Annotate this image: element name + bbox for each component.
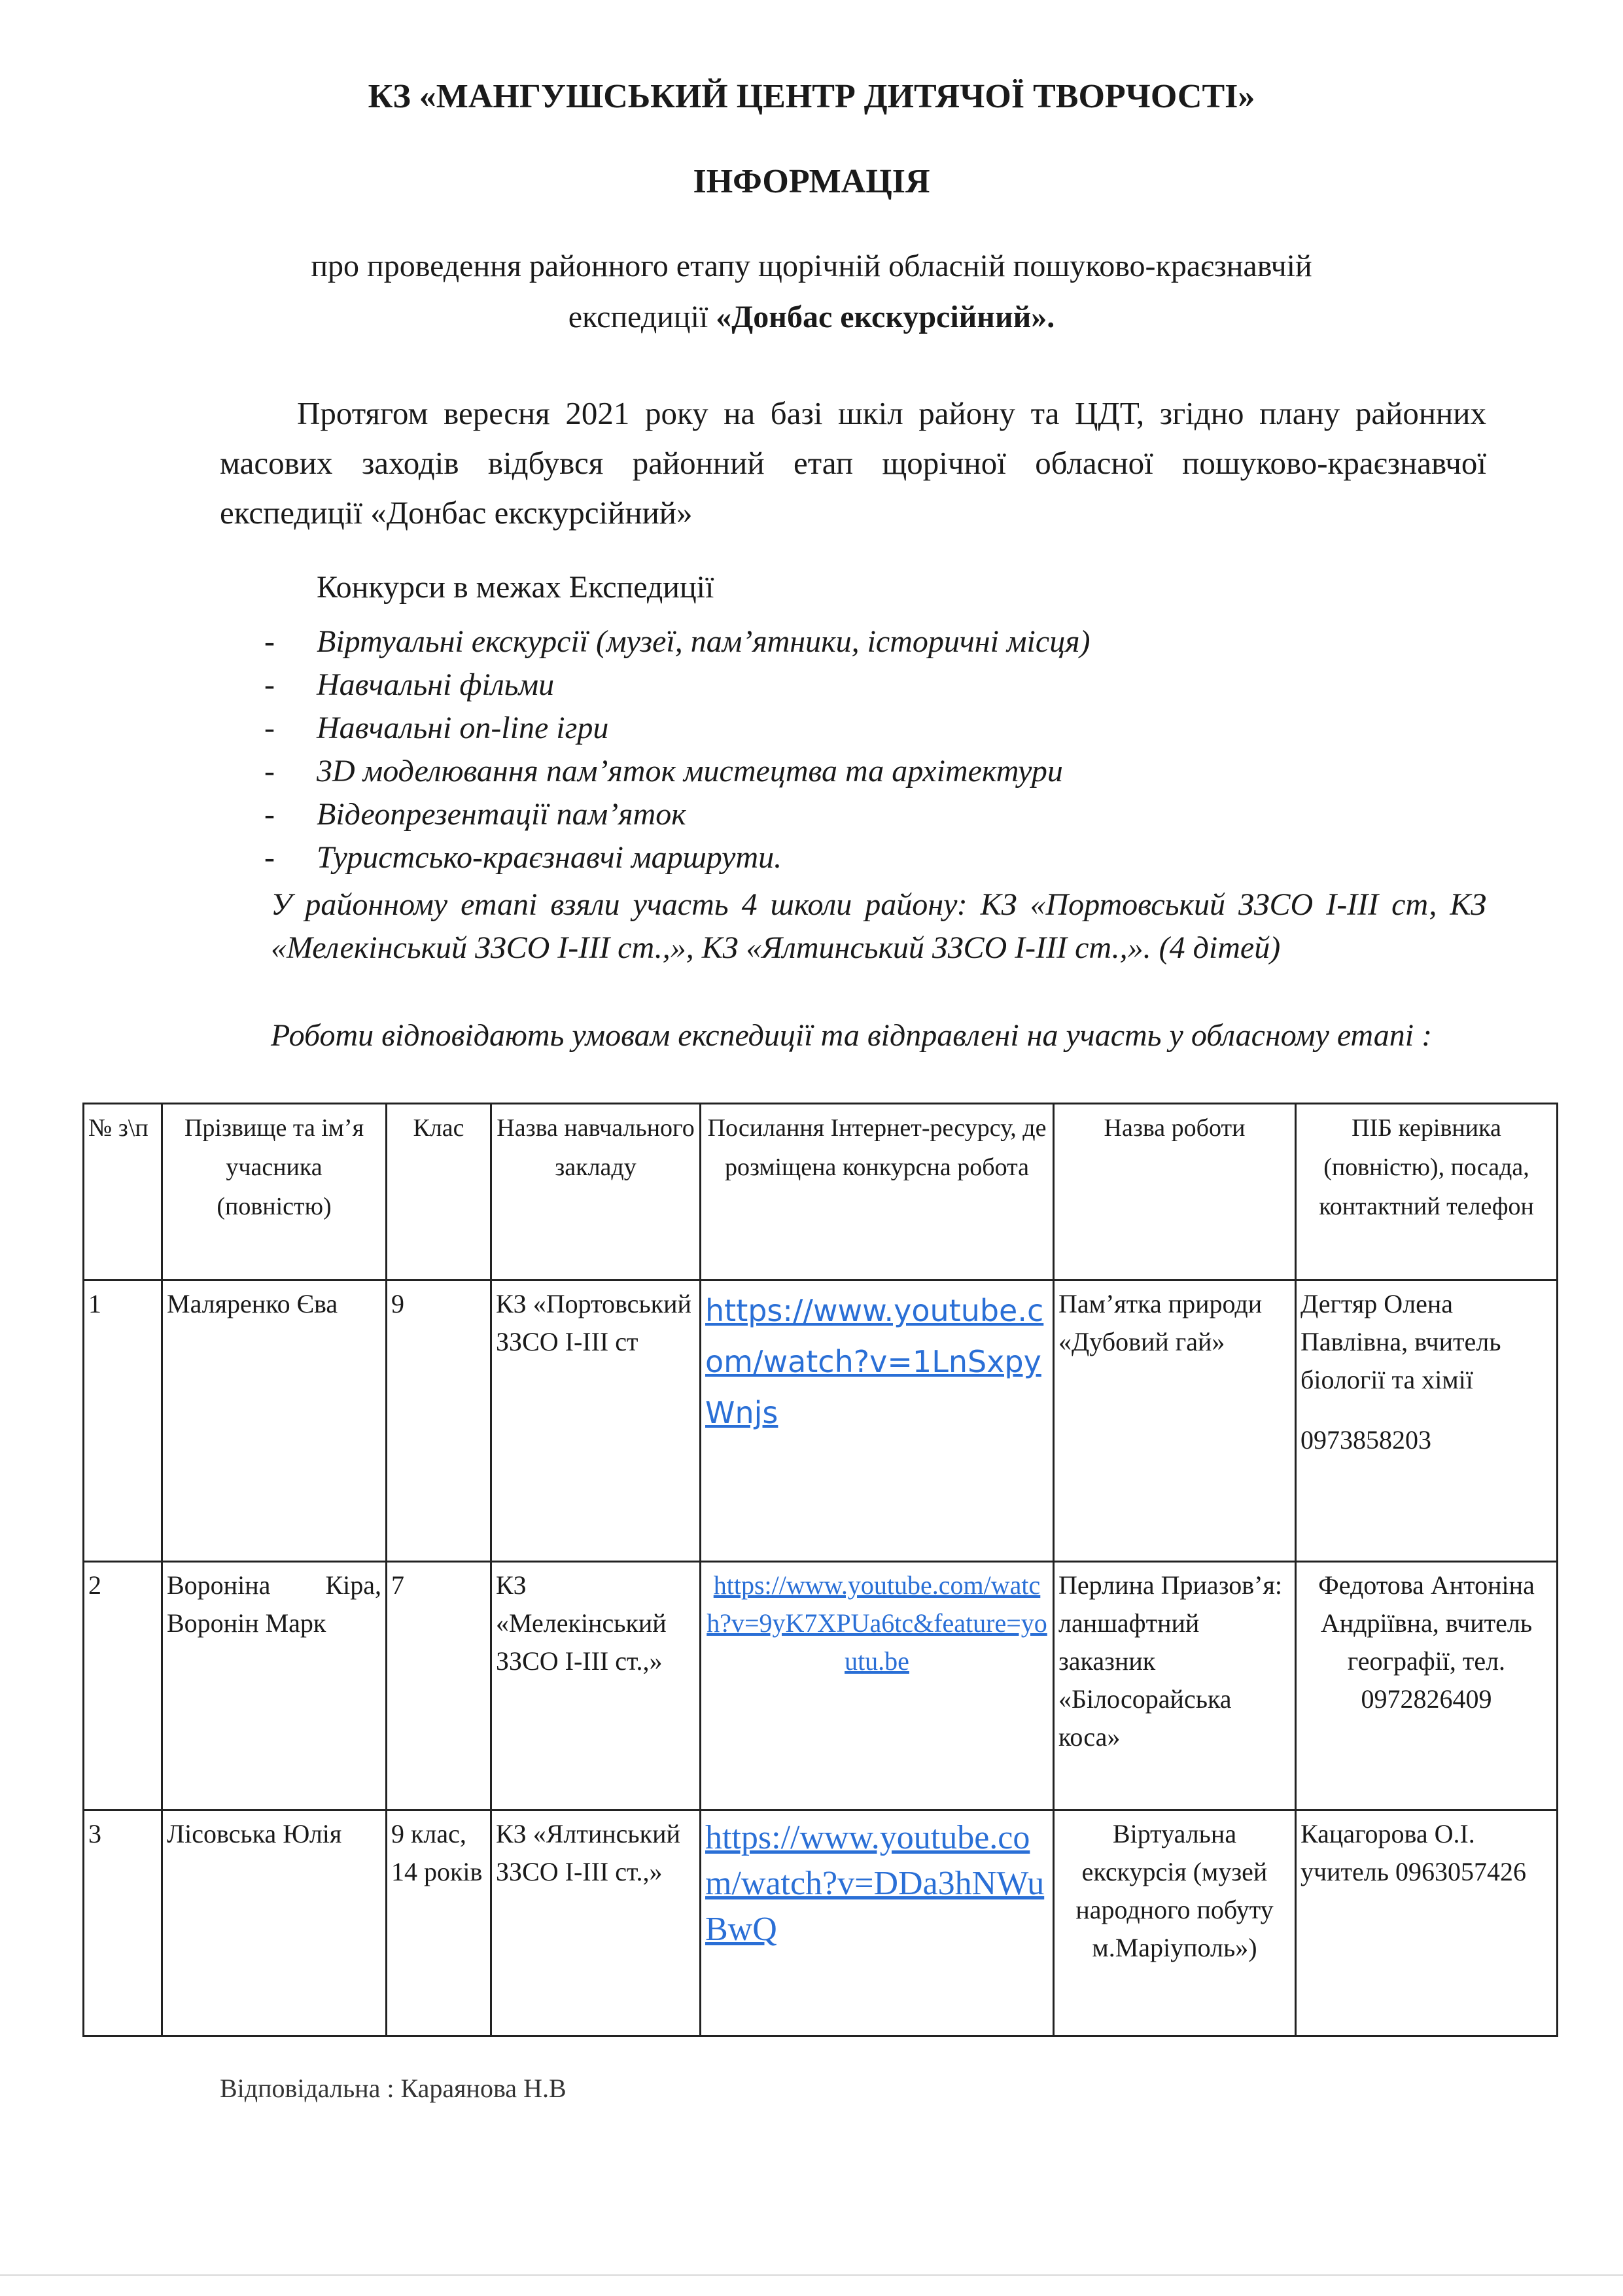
cell-school: КЗ «Портовський ЗЗСО І-ІІІ ст [491, 1280, 701, 1562]
organization-title: КЗ «МАНГУШСЬКИЙ ЦЕНТР ДИТЯЧОЇ ТВОРЧОСТІ» [368, 78, 1255, 115]
table-header-row [84, 1104, 1558, 1280]
cell-work-title: Пам’ятка природи «Дубовий гай» [1054, 1280, 1296, 1562]
cell-supervisor [1296, 1280, 1558, 1562]
cell-grade: 9 клас, 14 років [387, 1810, 491, 2036]
list-item: - Туристсько-краєзнавчі маршрути. [264, 840, 782, 875]
contest-item-label: Навчальні on-line ігри [317, 711, 609, 745]
cell-supervisor: Федотова Антоніна Андріївна, вчитель географії, тел. 0972826409 [1296, 1562, 1558, 1810]
contest-item-label: Навчальні фільми [317, 667, 555, 702]
contest-item-label: Віртуальні екскурсії (музеї, пам’ятники, історичні місця) [317, 624, 1091, 659]
list-item: - 3D моделювання пам’яток мистецтва та архітектури [264, 754, 1063, 788]
table-row [84, 1280, 1558, 1562]
contests-list [264, 620, 1091, 879]
contests-heading: Конкурси в межах Експедиції [317, 570, 714, 605]
work-link[interactable]: https://www.youtube.com/watch?v=DDa3hNWuBwQ [705, 1819, 1045, 1948]
cell-number: 1 [84, 1280, 162, 1562]
cell-school: КЗ «Мелекінський ЗЗСО І-ІІІ ст.,» [491, 1562, 701, 1810]
column-header-work: Назва роботи [1054, 1104, 1296, 1280]
contest-item-label: Туристсько-краєзнавчі маршрути. [317, 840, 782, 875]
list-item: - Навчальні on-line ігри [264, 711, 609, 745]
cell-work-title: Перлина Приазов’я: ланшафтний заказник «Білосорайська коса» [1054, 1562, 1296, 1810]
cell-link [701, 1810, 1054, 2036]
work-link[interactable]: https://www.youtube.com/watch?v=9yK7XPUa6tc&feature=youtu.be [707, 1570, 1047, 1676]
cell-grade: 9 [387, 1280, 491, 1562]
column-header-school: Назва навчального закладу [491, 1104, 701, 1280]
list-item: - Віртуальні екскурсії (музеї, пам’ятники, історичні місця) [264, 624, 1091, 659]
supervisor-phone: 0973858203 [1300, 1425, 1431, 1455]
scan-edge-line [0, 2274, 1623, 2276]
work-link[interactable]: https://www.youtube.com/watch?v=1LnSxpyWnjs [705, 1293, 1044, 1430]
subject-line-1: про проведення районного етапу щорічній обласній пошуково-краєзнавчій [311, 249, 1312, 283]
cell-school: КЗ «Ялтинський ЗЗСО І-ІІІ ст.,» [491, 1810, 701, 2036]
responsible-person: Відповідальна : Караянова Н.В [220, 2074, 567, 2103]
list-item: - Навчальні фільми [264, 667, 555, 702]
table-row [84, 1562, 1558, 1810]
cell-participant: Лісовська Юлія [162, 1810, 387, 2036]
column-header-grade: Клас [387, 1104, 491, 1280]
column-header-number: № з\п [84, 1104, 162, 1280]
column-header-name: Прізвище та ім’я учасника (повністю) [162, 1104, 387, 1280]
cell-work-title: Віртуальна екскурсія (музей народного побуту м.Маріуполь») [1054, 1810, 1296, 2036]
cell-supervisor: Кацагорова О.І. учитель 0963057426 [1296, 1810, 1558, 2036]
column-header-supervisor: ПІБ керівника (повністю), посада, контактний телефон [1296, 1104, 1558, 1280]
contest-item-label: 3D моделювання пам’яток мистецтва та архітектури [317, 754, 1063, 788]
intro-text: Протягом вересня 2021 року на базі шкіл району та ЦДТ, згідно плану районних масових заходів відбувся районний етап щорічної обласної пошуково-краєзнавчої експедиції «Донбас екскурсійний» [220, 395, 1486, 531]
table-row [84, 1810, 1558, 2036]
supervisor-text: Дегтяр Олена Павлівна, вчитель біології та хімії [1300, 1289, 1501, 1394]
cell-link [701, 1280, 1054, 1562]
cell-number: 3 [84, 1810, 162, 2036]
cell-number: 2 [84, 1562, 162, 1810]
document-title: ІНФОРМАЦІЯ [693, 163, 930, 200]
list-item: - Відеопрезентації пам’яток [264, 797, 686, 832]
cell-link [701, 1562, 1054, 1810]
subject-line-2 [0, 292, 1623, 343]
document-subject [0, 241, 1623, 343]
works-paragraph: Роботи відповідають умовам експедиції та відправлені на участь у обласному етапі : [271, 1018, 1433, 1053]
contest-item-label: Відеопрезентації пам’яток [317, 797, 686, 832]
cell-grade: 7 [387, 1562, 491, 1810]
schools-paragraph: У районному етапі взяли участь 4 школи району: КЗ «Портовський ЗЗСО І-ІІІ ст, КЗ «Мелекінський ЗЗСО І-ІІІ ст.,», КЗ «Ялтинський ЗЗСО І-ІІІ ст.,». (4 дітей) [271, 887, 1486, 965]
column-header-link: Посилання Інтернет-ресурсу, де розміщена конкурсна робота [701, 1104, 1054, 1280]
subject-line-2-bold: «Донбас екскурсійний». [716, 300, 1055, 334]
cell-participant: Вороніна Кіра, Воронін Марк [162, 1562, 387, 1810]
cell-participant: Маляренко Єва [162, 1280, 387, 1562]
results-table [82, 1103, 1558, 2037]
subject-line-2-plain: експедиції [568, 300, 716, 334]
intro-paragraph [220, 389, 1486, 538]
